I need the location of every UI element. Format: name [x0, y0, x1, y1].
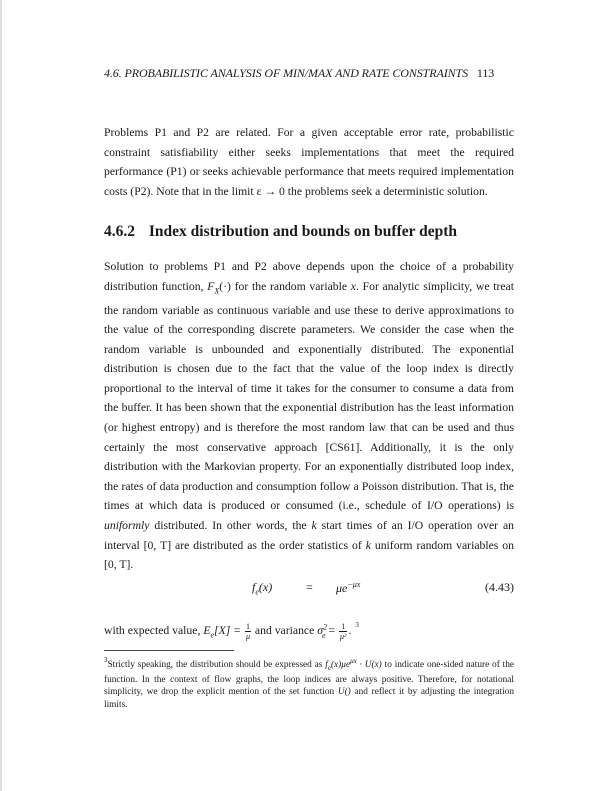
text-run: Strictly speaking, the distribution should be expressed as — [107, 660, 326, 671]
equation-number: (4.43) — [485, 580, 514, 594]
math-mu-e: μe — [336, 581, 348, 595]
text-run: Solution to problems P1 and P2 above depends upon the choice of a probability distribution function, — [104, 260, 514, 293]
text-run: uniform random variables on [0, T]. — [104, 538, 514, 572]
math-sub-X: X — [214, 285, 220, 295]
math-sub-e: e — [210, 630, 215, 640]
math-sigma: σ — [317, 624, 323, 638]
text-run: to indicate one-sided nature of the function. In the context of flow graphs, the loop indices are always positive. Therefore, for notational simplicity, we drop the explicit mention of the set function — [104, 660, 514, 698]
expected-value-line — [104, 622, 359, 641]
equals-sign: = — [306, 580, 313, 594]
footnote-rule — [104, 650, 234, 651]
page-edge — [0, 0, 2, 791]
math-arg: (x) — [258, 580, 273, 594]
math-f: f — [325, 660, 328, 671]
footnote-marker: 3 — [355, 621, 359, 629]
math-exponent: μx — [350, 657, 357, 665]
numerator: 1 — [245, 622, 250, 631]
text-run: and reflect it by adjusting the integration limits. — [104, 687, 514, 710]
running-header — [104, 66, 514, 81]
math-expr: (x)μe — [330, 660, 351, 671]
paragraph-index-distribution — [104, 257, 514, 575]
math-expr: · U(x) — [356, 660, 382, 671]
text-run: for the random variable — [230, 279, 351, 293]
equation-4-43 — [104, 580, 514, 600]
text-run: distributed. In other words, the — [149, 519, 312, 533]
fraction-one-over-mu-squared — [339, 622, 347, 641]
math-U: U() — [337, 687, 351, 698]
math-sup-2: 2 — [322, 622, 327, 632]
section-heading — [104, 223, 524, 241]
paragraph-problems-related: Problems P1 and P2 are related. For a given acceptable error rate, probabilistic constraint satisfiability either seeks implementations that meet the required performance (P1) or seeks achievable performance that meets required implementation costs (P2). Note that in the limit ε → 0 the problems seek a deterministic solution. — [104, 126, 514, 198]
math-F: F — [207, 279, 215, 293]
equation-rhs — [336, 580, 360, 596]
numerator: 1 — [339, 622, 347, 632]
header-title: 4.6. PROBABILISTIC ANALYSIS OF MIN/MAX AND RATE CONSTRAINTS — [104, 66, 468, 80]
section-title: Index distribution and bounds on buffer depth — [148, 223, 457, 240]
section-number: 4.6.2 — [104, 223, 135, 240]
math-arg: [X] = — [214, 624, 244, 638]
page-number: 113 — [476, 66, 495, 80]
math-sub-e: e — [255, 587, 259, 597]
text-run: = — [325, 624, 338, 638]
emphasis-uniformly: uniformly — [104, 519, 150, 533]
text-run: start times of an I/O operation over an interval [0, T] are distributed as the order statistics of — [104, 519, 514, 552]
math-k: k — [365, 538, 371, 552]
math-E: E — [203, 624, 211, 638]
denominator: μ — [245, 632, 250, 641]
math-f: f — [252, 580, 256, 594]
math-sub-e: e — [321, 630, 326, 640]
text-run: and variance — [252, 624, 318, 638]
math-sub-e: e — [327, 663, 331, 672]
text-run: with expected value, — [104, 624, 204, 638]
text-run: . For analytic simplicity, we treat the random variable as continuous variable and use these to derive approximations to the value of the corresponding discrete parameters. We consider the case when the random variable is unbounded and exponentially distributed. The exponential distribution is chosen due to the fact that the value of the loop index is directly proportional to the interval of time it takes for the consumer to consume a data from the buffer. It has been shown that the exponential distribution has the least information (or highest entropy) and is therefore the most random law that can be used and thus certainly the most conservative approach [CS61]. Additionally, it is the only distribution with the Markovian property. For an exponentially distributed loop index, the rates of data production and consumption follow a Poisson distribution. That is, the times at which data is produced or consumed (i.e., schedule of I/O operations) is — [104, 279, 514, 513]
math-x: x — [350, 279, 356, 293]
equation-lhs — [252, 580, 272, 596]
math-exponent: −μx — [347, 580, 361, 589]
fraction-one-over-mu — [245, 622, 251, 641]
footnote-3 — [104, 655, 514, 711]
math-arg: (·) — [219, 279, 231, 293]
denominator: μ² — [339, 632, 347, 641]
footnote-number: 3 — [104, 656, 108, 664]
math-k: k — [311, 519, 317, 533]
text-run: . — [348, 624, 352, 638]
